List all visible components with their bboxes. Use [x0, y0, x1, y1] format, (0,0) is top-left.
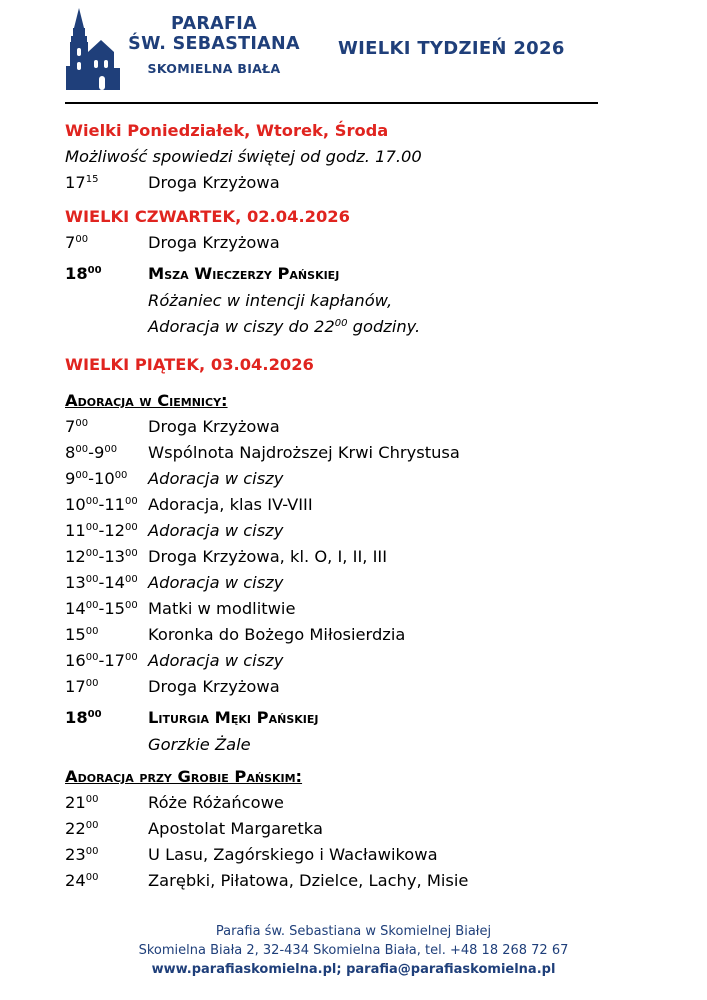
- friday-rows: [65, 414, 655, 700]
- schedule-row: [65, 440, 655, 466]
- time: $17^{15}$: [65, 173, 99, 192]
- event: Adoracja, klas IV-VIII: [148, 495, 313, 514]
- time: $18^{00}$: [65, 708, 102, 727]
- time: $17^{00}$: [65, 677, 99, 696]
- schedule: [65, 118, 655, 894]
- footer-contact: www.parafiaskomielna.pl; parafia@parafiaskomielna.pl: [151, 962, 556, 977]
- subsection-heading: Adoracja w Ciemnicy:: [65, 391, 228, 410]
- schedule-note: Gorzkie Żale: [148, 735, 251, 754]
- event: Adoracja w ciszy: [148, 651, 284, 670]
- schedule-row: [65, 544, 655, 570]
- schedule-row: [65, 570, 655, 596]
- time: $22^{00}$: [65, 819, 99, 838]
- document-footer: [0, 922, 707, 979]
- brand-line-1: PARAFIA: [171, 14, 257, 34]
- parish-brand: [128, 14, 300, 78]
- section-heading-friday: WIELKI PIĄTEK, 03.04.2026: [65, 355, 314, 374]
- schedule-row: [65, 790, 655, 816]
- event: Liturgia Męki Pańskiej: [148, 708, 319, 727]
- event: Droga Krzyżowa: [148, 173, 280, 192]
- schedule-note: Adoracja w ciszy do $22^{00}$ godziny.: [148, 317, 421, 336]
- footer-parish-name: Parafia św. Sebastiana w Skomielnej Białej: [215, 924, 492, 939]
- time: $24^{00}$: [65, 871, 99, 890]
- time: $7^{00}$: [65, 233, 89, 252]
- schedule-row: [65, 414, 655, 440]
- grave-adoration-rows: [65, 790, 655, 894]
- time: $13^{00}-14^{00}$: [65, 573, 138, 592]
- event: Msza Wieczerzy Pańskiej: [148, 264, 340, 283]
- brand-line-3: SKOMIELNA BIAŁA: [147, 61, 281, 76]
- schedule-row: [65, 518, 655, 544]
- time: $12^{00}-13^{00}$: [65, 547, 138, 566]
- schedule-row-main: [65, 704, 655, 732]
- event: Matki w modlitwie: [148, 599, 296, 618]
- time: $11^{00}-12^{00}$: [65, 521, 138, 540]
- time: $8^{00}-9^{00}$: [65, 443, 118, 462]
- schedule-note: Różaniec w intencji kapłanów,: [148, 291, 393, 310]
- event: Adoracja w ciszy: [148, 573, 284, 592]
- event: Wspólnota Najdroższej Krwi Chrystusa: [148, 443, 460, 462]
- subsection-heading: Adoracja przy Grobie Pańskim:: [65, 767, 303, 786]
- time: $9^{00}-10^{00}$: [65, 469, 128, 488]
- header-divider: [65, 102, 598, 104]
- event: Droga Krzyżowa: [148, 233, 280, 252]
- schedule-row: [65, 170, 655, 196]
- time: $15^{00}$: [65, 625, 99, 644]
- section-heading-mon-wed: Wielki Poniedziałek, Wtorek, Środa: [65, 121, 389, 140]
- brand-line-2: ŚW. SEBASTIANA: [128, 34, 300, 54]
- event: Adoracja w ciszy: [148, 469, 284, 488]
- schedule-row: [65, 842, 655, 868]
- confession-note: Możliwość spowiedzi świętej od godz. 17.00: [65, 147, 422, 166]
- church-tower-icon: [66, 8, 120, 90]
- event: Droga Krzyżowa: [148, 677, 280, 696]
- schedule-row: [65, 674, 655, 700]
- event: Róże Różańcowe: [148, 793, 284, 812]
- event: U Lasu, Zagórskiego i Wacławikowa: [148, 845, 438, 864]
- footer-address: Skomielna Biała 2, 32-434 Skomielna Biała, tel. +48 18 268 72 67: [138, 943, 569, 958]
- event: Apostolat Margaretka: [148, 819, 323, 838]
- schedule-row: [65, 596, 655, 622]
- event: Koronka do Bożego Miłosierdzia: [148, 625, 406, 644]
- event: Droga Krzyżowa: [148, 417, 280, 436]
- time: $7^{00}$: [65, 417, 89, 436]
- time: $18^{00}$: [65, 264, 102, 283]
- event: Droga Krzyżowa, kl. O, I, II, III: [148, 547, 388, 566]
- event: Zarębki, Piłatowa, Dzielce, Lachy, Misie: [148, 871, 469, 890]
- schedule-row: [65, 648, 655, 674]
- document-header: [0, 0, 707, 104]
- schedule-row: [65, 492, 655, 518]
- schedule-row-main: [65, 260, 655, 288]
- section-heading-thursday: WIELKI CZWARTEK, 02.04.2026: [65, 207, 350, 226]
- schedule-row: [65, 868, 655, 894]
- time: $10^{00}-11^{00}$: [65, 495, 138, 514]
- event: Adoracja w ciszy: [148, 521, 284, 540]
- time: $21^{00}$: [65, 793, 99, 812]
- schedule-row: [65, 230, 655, 256]
- schedule-row: [65, 466, 655, 492]
- schedule-row: [65, 816, 655, 842]
- document-title: WIELKI TYDZIEŃ 2026: [338, 38, 565, 59]
- schedule-row: [65, 622, 655, 648]
- time: $16^{00}-17^{00}$: [65, 651, 138, 670]
- time: $23^{00}$: [65, 845, 99, 864]
- time: $14^{00}-15^{00}$: [65, 599, 138, 618]
